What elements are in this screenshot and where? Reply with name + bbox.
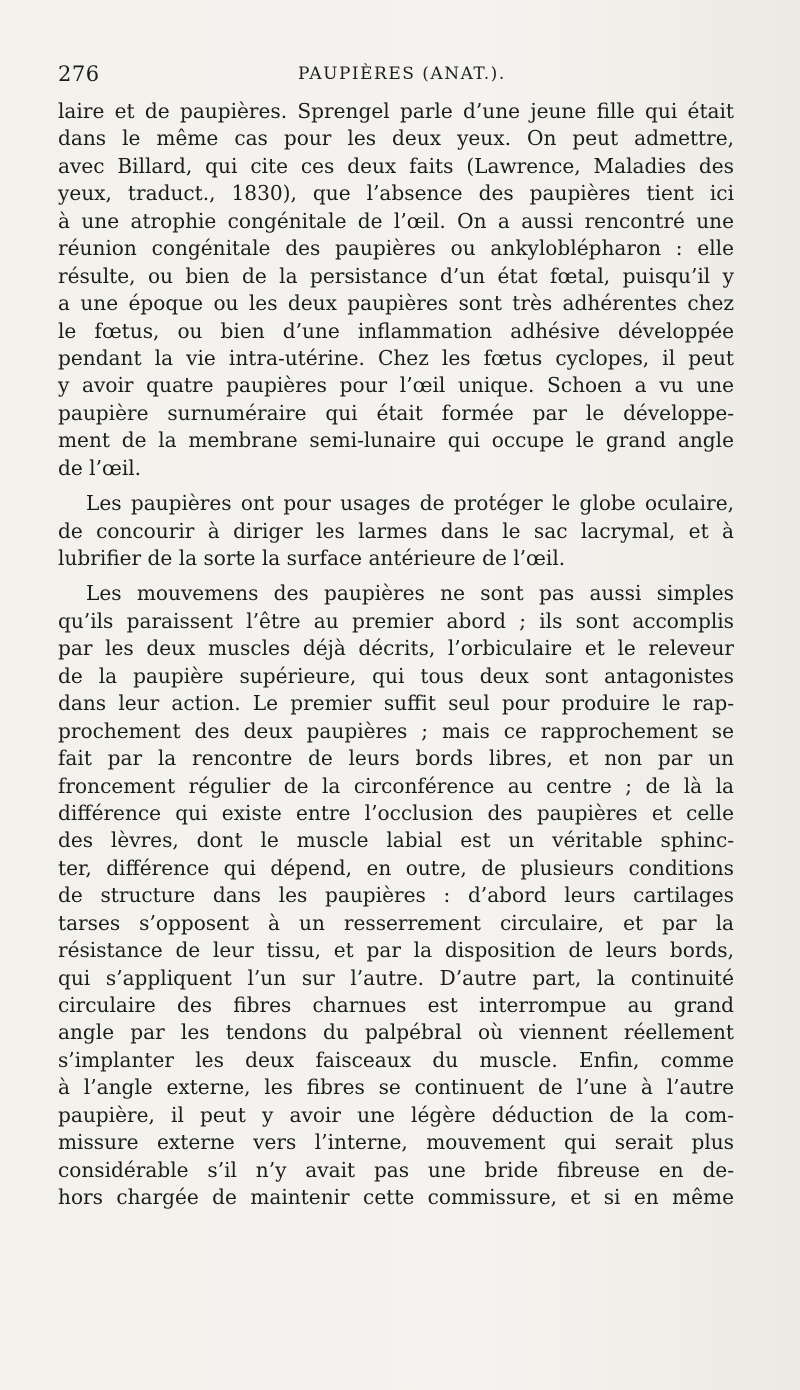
text-line: laire et de paupières. Sprengel parle d’une jeune fille qui était <box>58 99 734 123</box>
text-line: résistance de leur tissu, et par la disposition de leurs bords, <box>58 938 734 963</box>
text-line: à une atrophie congénitale de l’œil. On a aussi rencontré une <box>58 208 734 233</box>
text-line: de structure dans les paupières : d’abord leurs cartilages <box>58 883 734 908</box>
page-number: 276 <box>58 62 100 86</box>
text-line: considérable s’il n’y avait pas une bride fibreuse en de- <box>58 1157 734 1182</box>
text-line: ment de la membrane semi-lunaire qui occupe le grand angle <box>58 428 734 453</box>
text-line: qu’ils paraissent l’être au premier abord ; ils sont accomplis <box>58 608 734 633</box>
text-line: angle par les tendons du palpébral où viennent réellement <box>58 1020 734 1045</box>
text-line: qui s’appliquent l’un sur l’autre. D’autre part, la continuité <box>58 965 734 990</box>
paragraph-start-line: Les mouvemens des paupières ne sont pas aussi simples <box>86 581 734 606</box>
text-line: s’implanter les deux faisceaux du muscle. Enfin, comme <box>58 1047 734 1072</box>
text-line: de la paupière supérieure, qui tous deux sont antagonistes <box>58 663 734 688</box>
text-line: différence qui existe entre l’occlusion des paupières et celle <box>58 800 734 825</box>
text-line: à l’angle externe, les fibres se continuent de l’une à l’autre <box>58 1075 734 1100</box>
text-line: de concourir à diriger les larmes dans le sac lacrymal, et à <box>58 518 734 543</box>
text-line: fait par la rencontre de leurs bords libres, et non par un <box>58 746 734 771</box>
text-line: par les deux muscles déjà décrits, l’orbiculaire et le releveur <box>58 636 734 661</box>
text-line: ter, différence qui dépend, en outre, de plusieurs conditions <box>58 855 734 880</box>
page-header <box>58 62 738 94</box>
text-line: prochement des deux paupières ; mais ce rapprochement se <box>58 718 734 743</box>
text-line: paupière, il peut y avoir une légère déduction de la com- <box>58 1102 734 1127</box>
body-text <box>58 98 734 1212</box>
text-line: hors chargée de maintenir cette commissure, et si en même <box>58 1185 734 1210</box>
text-line: pendant la vie intra-utérine. Chez les fœtus cyclopes, il peut <box>58 345 734 370</box>
text-line: paupière surnuméraire qui était formée par le développe- <box>58 400 734 425</box>
text-line: circulaire des fibres charnues est interrompue au grand <box>58 993 734 1017</box>
text-line: résulte, ou bien de la persistance d’un état fœtal, puisqu’il y <box>58 263 734 288</box>
text-line: de l’œil. <box>58 455 142 480</box>
paragraph-start-line: Les paupières ont pour usages de protéger le globe oculaire, <box>86 491 734 516</box>
text-line: a une époque ou les deux paupières sont très adhérentes chez <box>58 291 734 316</box>
text-line: yeux, traduct., 1830), que l’absence des paupières tient ici <box>58 181 734 206</box>
text-line: avec Billard, qui cite ces deux faits (Lawrence, Maladies des <box>58 153 734 178</box>
text-line: réunion congénitale des paupières ou ankyloblépharon : elle <box>58 236 734 261</box>
text-line: y avoir quatre paupières pour l’œil unique. Schoen a vu une <box>58 373 734 398</box>
text-line: des lèvres, dont le muscle labial est un véritable sphinc- <box>58 828 734 853</box>
running-head: PAUPIÈRES (ANAT.). <box>298 64 506 84</box>
text-line: froncement régulier de la circonférence au centre ; de là la <box>58 773 734 798</box>
text-line: le fœtus, ou bien d’une inflammation adhésive développée <box>58 318 734 343</box>
text-line: lubrifier de la sorte la surface antérieure de l’œil. <box>58 546 566 570</box>
text-line: missure externe vers l’interne, mouvement qui serait plus <box>58 1130 734 1155</box>
text-line: tarses s’opposent à un resserrement circulaire, et par la <box>58 910 734 935</box>
text-line: dans le même cas pour les deux yeux. On peut admettre, <box>58 126 734 151</box>
text-line: dans leur action. Le premier suffit seul pour produire le rap- <box>58 691 734 716</box>
